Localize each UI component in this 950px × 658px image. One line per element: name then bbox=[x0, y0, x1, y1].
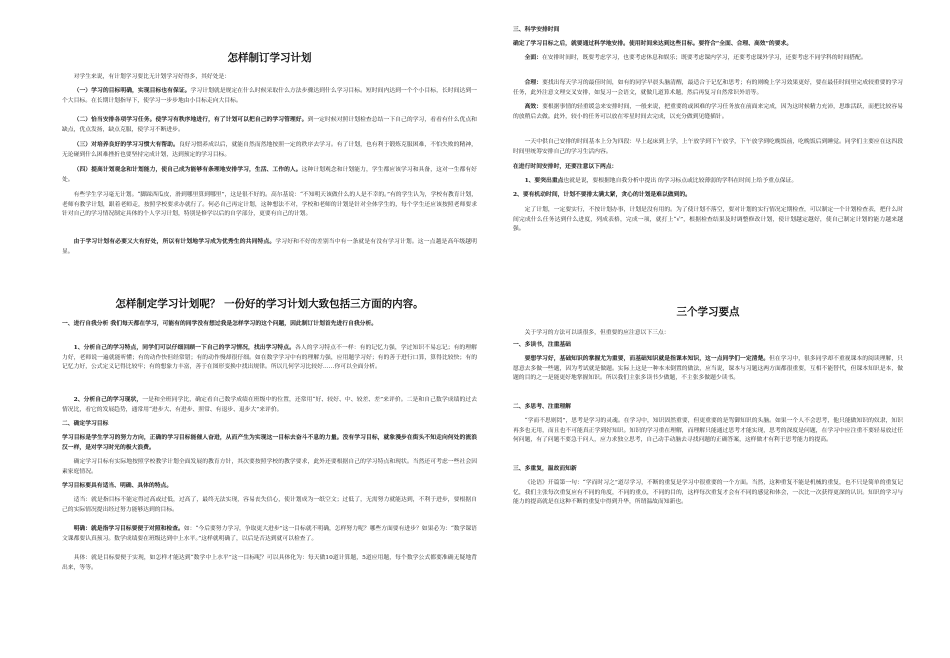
paragraph-text: 适当：就是指目标不能定得过高或过低，过高了，最终无法实现，容易丧失信心，使计划成为一纸空文；过低了，无需努力就能达到，不利于进步，要根据自己的实际情况提出经过努力能够达到的目标。 bbox=[62, 497, 477, 513]
paragraph-lead: 一、多读书，注重基础 bbox=[513, 342, 571, 348]
paragraph-lead: （三）对培养良好的学习习惯大有帮助。 bbox=[73, 142, 179, 148]
paragraph-text: 良好习惯养成以后，就能自然而然地按照一定的秩序去学习。有了计划，也有利于锻炼克服困难，不怕失败的精神，无论碰到什么困难挫折也要坚持完成计划，达到预定的学习目标。 bbox=[62, 142, 477, 158]
paragraph bbox=[62, 434, 477, 453]
paragraph bbox=[513, 329, 903, 339]
paragraph-lead: 合理： bbox=[524, 80, 543, 86]
paragraph-lead: 明确：就是指学习目标要便于对照和检查。 bbox=[73, 526, 184, 532]
paragraph bbox=[62, 458, 477, 477]
paragraph bbox=[513, 341, 903, 351]
paragraph bbox=[513, 191, 903, 201]
paragraph-text: 到一定时候对照计划检查总结一下自己的学习，看看有什么优点和缺点，优点发扬，缺点克服，使学习不断进步。 bbox=[62, 117, 477, 133]
paragraph-text: 这种计划观念和计划能力，学生都应该学习和具备，这对一生都有好处。 bbox=[62, 167, 477, 183]
paragraph-lead: 在进行时间安排时，还要注意以下两点： bbox=[513, 164, 618, 170]
paragraph bbox=[513, 206, 903, 235]
paragraph-lead: （一）学习的目标明确，实现目标也有保证。 bbox=[73, 88, 191, 94]
paragraph-lead: 确定了学习目标之后，就要通过科学地安排。使用时间来达到这些目标。要符合“全面、合理、高效”的要求。 bbox=[513, 41, 793, 47]
paragraph bbox=[513, 465, 903, 475]
paragraph-text: 在安排时间时，既要考虑学习，也要考虑休息和娱乐；既要考虑课内学习，还要考虑课外学习，还要考虑不同学科的时间搭配。 bbox=[542, 55, 867, 61]
paragraph bbox=[513, 79, 903, 98]
left-column bbox=[62, 0, 477, 658]
paragraph bbox=[513, 417, 903, 446]
paragraph bbox=[62, 396, 477, 415]
paragraph-text: 如：“今后要努力学习，争取更大进步”这一目标就不明确，怎样努力呢？哪些方面要有进步？如果必为：“数学课语文课都要认真预习。数学成绩要在班级达到中上水平。”这样就明确了，以后是否达到就可以检查了。 bbox=[62, 526, 477, 542]
paragraph bbox=[62, 73, 477, 83]
paragraph-lead: 学习目标要具有适当、明确、具体的特点。 bbox=[62, 483, 173, 489]
page-title: 怎样制订学习计划 bbox=[227, 52, 312, 64]
paragraph-lead: 高效： bbox=[524, 104, 543, 110]
paragraph-lead: 三、多重复，温故而知新 bbox=[513, 466, 577, 472]
paragraph bbox=[62, 166, 477, 185]
paragraph-lead: 学习目标是学生学习的努力方向，正确的学习目标能催人奋进，从而产生为实现这一目标去奋斗不息的力量。没有学习目标，就象漫步在街头不知走向何处的流浪汉一样，是对学习时光的极大浪费。 bbox=[62, 435, 477, 451]
paragraph bbox=[62, 344, 477, 373]
paragraph bbox=[513, 103, 903, 122]
paragraph bbox=[62, 320, 477, 330]
paragraph-text: 各人的学习特点不一样：有的记忆力强，学过知识不易忘记；有的理解力好，老师说一遍就能听懂；有的动作快但经常错；有的动作慢却很仔细。如在数学学习中有的理解力强，应用题学习好；有的善于进行口算，算得比较快；有的记忆力好，公式定义记得比较牢；有的想象力丰富，善于在图形变换中找出规律。所以几何学习比较好……你可以全面分析。 bbox=[62, 345, 477, 371]
paragraph bbox=[513, 479, 903, 508]
paragraph-text: 一天中供自己安排的时间基本上分为四段：早上起床到上学，上午放学到下午放学，下午放学到吃晚饭前，吃晚饭后到睡觉。同学们主要应在这四段时间里统筹安排自己的学习生活内容。 bbox=[513, 139, 903, 155]
paragraph-lead: 1、要突出重点 bbox=[524, 178, 564, 184]
paragraph-text: 学习好和不好的差别当中有一条就是有没有学习计划。这一点越是高年级越明显。 bbox=[62, 239, 477, 255]
paragraph-text: 确定学习目标有实际地按照学校教学计划全面发展的教育方针，其次要按照学校的教学要求，此外还要根据自己的学习特点和现状。当然还可考虑一些社会因素家庭情况。 bbox=[62, 459, 477, 475]
paragraph bbox=[513, 26, 903, 36]
paragraph-text: 具体：就是目标要便于实现，如怎样才能达到“数学中上水平”这一目标呢？可以具体化为：每天做10道计算题，5道应用题，每个数学公式都要准确无疑地背出来，等等。 bbox=[62, 555, 477, 571]
paragraph bbox=[513, 54, 903, 64]
paragraph-lead: （四）提高计划观念和计划能力，使自己成为能够有条理地安排学习，生活、工作的人。 bbox=[73, 167, 302, 173]
paragraph-text: 要找出每天学习的最佳时间，如有的同学早晨头脑清醒，最适合于记忆和思考；有的则晚上学习效果更好，要在最佳时间里完成较重要的学习任务，此外注意文理交叉安排，如复习一会语文，就做几道算术题，然后再复习自然常识外语等。 bbox=[513, 80, 903, 96]
paragraph-text: 定了计划，一定要实行，不按计划办事，计划是没有用的。为了使计划不落空，要对计划的实行情况定期检查，可以制定一个计划检查表，把什么时间完成什么任务达到什么进度，列成表格，完成一项，就打上“√”，根据检查结果及时调整修改计划，使计划越定越好，使自己制定计划的能力越来越强。 bbox=[513, 207, 903, 233]
paragraph-text: 一是和全班同学比，确定看自己数学成绩在班级中的位置，还常用“好、较好、中、较差、差”来评价。二是和自己数学成绩的过去情况比，看它的发展趋势，通常用“进步大、有进步、照常、有退步、退步大”来评价。 bbox=[62, 397, 477, 413]
paragraph-text: 也就是说，要根据地自我分析中提出 的学习标点或比较薄弱的学科在时间上给予重点保证。 bbox=[563, 178, 798, 184]
paragraph-text: 关于学习的方法可以谈很多，但重要的应注意以下三点： bbox=[524, 330, 670, 336]
paragraph-text: “学而不思则罔”，思考是学习的灵魂。在学习中，知识固然重要，但更重要的是驾御知识的头脑。如果一个人不会思考，他只能做知识的奴隶，知识再多也无用，而且也不可能真正学到好知识。知识的学习重在理解，而理解只能通过思考才能实现，思考的深度是问题，在学习中应注重不要轻易放过任何问题，有了问题不要急于问人，应力求独立思考，自己动手动脑去寻找问题的正确答案，这样做才有利于思考能力的提高。 bbox=[513, 418, 903, 444]
paragraph bbox=[62, 420, 477, 430]
paragraph bbox=[62, 496, 477, 515]
paragraph-text: 要根据事情的轻重缓急来安排时间，一般来说，把重要的或困难的学习任务放在前面来完成，因为这时候精力充沛，思维活跃，而把比较容易的放稍后去做。此外，较小的任务可以放在零星时间去完成，以充分做到见缝插针。 bbox=[513, 104, 903, 120]
paragraph bbox=[62, 191, 477, 220]
section-title: 怎样制定学习计划呢？ 一份好的学习计划大致包括三方面的内容。 bbox=[115, 298, 424, 310]
paragraph-lead: 二、确定学习目标 bbox=[62, 421, 109, 427]
paragraph-text: 学习计划就是规定在什么时候采取什么方法步骤达到什么学习目标。短时间内达到一个个小目标，长时间达到一个大目标。在长期计划指导下，使学习一步步地由小目标走向大目标。 bbox=[62, 88, 477, 104]
paragraph-lead: （二）恰当安排各项学习任务。使学习有秩序地进行，有了计划可以把自己的学习管理好。 bbox=[73, 117, 308, 123]
paragraph-text: 但在学习中，很多同学却不重视课本的阅读理解，只愿意去多做一些题，因为考试就是做题。实际上这是一种本末倒置的做法，应当说，课本与习题这两方面都很重要，互相不能替代，但课本知识是本，做题的目的之一是能更好地掌握知识。所以我们主张多读书少做题，不主张多做题少读书。 bbox=[513, 356, 903, 382]
paragraph-lead: 2、要有机动时间，计划不要排太满太紧，贪心的计划是难以做到的。 bbox=[513, 192, 691, 198]
paragraph bbox=[513, 355, 903, 384]
paragraph-lead: 一、进行自我分析 我们每天都在学习，可能有的同学没有想过我是怎样学习的这个问题，因此制订计划首先进行自我分析。 bbox=[62, 321, 378, 327]
paragraph-lead: 1、分析自己的学习特点，同学们可以仔细回顾一下自己的学习情况，找出学习特点。 bbox=[73, 345, 295, 351]
paragraph-lead: 要想学习好，基础知识的掌握尤为重要，而基础知识就是指课本知识，这一点同学们一定清楚。 bbox=[524, 356, 770, 362]
paragraph bbox=[62, 141, 477, 160]
paragraph bbox=[62, 525, 477, 544]
right-column bbox=[513, 0, 903, 658]
paragraph bbox=[513, 403, 903, 413]
section-title-study-points: 三个学习要点 bbox=[676, 306, 740, 318]
paragraph bbox=[513, 138, 903, 157]
paragraph bbox=[513, 177, 903, 187]
paragraph-lead: 二、多思考、注重理解 bbox=[513, 404, 571, 410]
paragraph-lead: 全面： bbox=[524, 55, 542, 61]
paragraph bbox=[513, 40, 903, 50]
paragraph-lead: 三、科学安排时间 bbox=[513, 27, 560, 33]
paragraph bbox=[62, 238, 477, 257]
paragraph-text: 《论语》开篇第一句：“学而时习之”道尽学习，不断的重复是学习中很重要的一个方面。当然，这种重复不能是机械的重复，也不只是简单的重复记忆，我们主张每次重复应有不同的角度，不同的重点，不同的目的，这样每次重复才会有不同的感觉和体会，一次比一次获得更深的认识。知识的学习与能力的提高就是在这种不断的重复中得到升华，所谓温故而知新也。 bbox=[513, 480, 903, 506]
paragraph-lead: 2、分析自己的学习现状， bbox=[73, 397, 143, 403]
paragraph bbox=[62, 554, 477, 573]
paragraph-lead: 由于学习计划有必要又大有好处，所以有计划地学习成为优秀生的共同特点。 bbox=[73, 239, 276, 245]
paragraph-text: 对学生来说，有计划学习要比无计划学习好得多，其好处是： bbox=[73, 74, 231, 80]
paragraph-text: 有些学生学习毫无计划。“脚踩西瓜皮，滑到哪里算到哪里”，这是很不好的。高尔基说：“不知明天该做什么的人是不幸的。”有的学生认为，学校有教育计划，老师有教学计划，跟着老师走，按照学校要求办就行了。何必自己再定计划，这种想法不对，学校和老师的计划是针对全体学生的，每个学生还应该按照老师要求针对自己的学习情况制定具体的个人学习计划，特别是修学以后的自学部分，更要有自己的计划。 bbox=[62, 192, 477, 218]
paragraph bbox=[62, 116, 477, 135]
paragraph bbox=[62, 482, 477, 492]
paragraph bbox=[62, 87, 477, 106]
paragraph bbox=[513, 163, 903, 173]
